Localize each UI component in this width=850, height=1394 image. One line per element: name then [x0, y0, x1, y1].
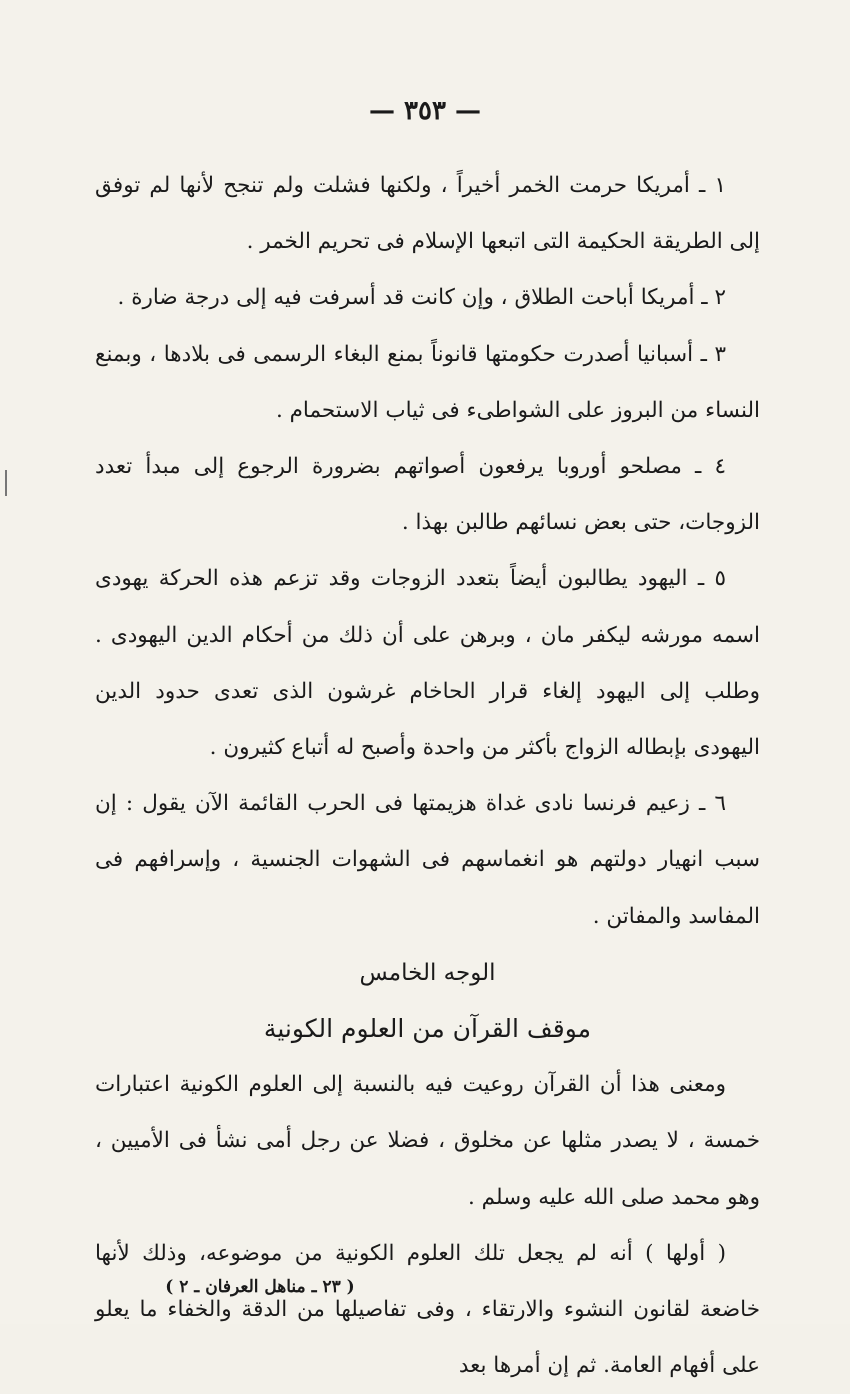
- paragraph-1: ١ ـ أمريكا حرمت الخمر أخيراً ، ولكنها فشلت ولم تنجح لأنها لم توفق إلى الطريقة الحكيمة التى اتبعها الإسلام فى تحريم الخمر .: [95, 173, 760, 255]
- paragraph-4: ٤ ـ مصلحو أوروبا يرفعون أصواتهم بضرورة الرجوع إلى مبدأ تعدد الزوجات، حتى بعض نسائهم طالبن بهذا .: [95, 454, 760, 536]
- page-number: — ٣٥٣ —: [368, 96, 482, 126]
- page-body: [95, 158, 760, 1394]
- signature-mark: ( ٢٣ ـ مناهل العرفان ـ ٢ ): [165, 1277, 355, 1297]
- paragraph-2: ٢ ـ أمريكا أباحت الطلاق ، وإن كانت قد أسرفت فيه إلى درجة ضارة .: [117, 285, 726, 311]
- scan-edge-mark: [5, 470, 7, 496]
- section-heading: الوجه الخامس: [359, 959, 496, 986]
- section-subheading: موقف القرآن من العلوم الكونية: [263, 1014, 592, 1044]
- paragraph-3: ٣ ـ أسبانيا أصدرت حكومتها قانوناً بمنع البغاء الرسمى فى بلادها ، وبمنع النساء من البروز على الشواطىء فى ثياب الاستحمام .: [95, 341, 760, 423]
- paragraph-7: ومعنى هذا أن القرآن روعيت فيه بالنسبة إلى العلوم الكونية اعتبارات خمسة ، لا يصدر مثلها عن مخلوق ، فضلا عن رجل أمى نشأ فى الأميين ، وهو محمد صلى الله عليه وسلم .: [95, 1072, 760, 1210]
- paragraph-6: ٦ ـ زعيم فرنسا نادى غداة هزيمتها فى الحرب القائمة الآن يقول : إن سبب انهيار دولتهم هو انغماسهم فى الشهوات الجنسية ، وإسرافهم فى المفاسد والمفاتن .: [95, 791, 760, 929]
- paragraph-5: ٥ ـ اليهود يطالبون أيضاً بتعدد الزوجات وقد تزعم هذه الحركة يهودى اسمه مورشه ليكفر مان ، وبرهن على أن ذلك من أحكام الدين اليهودى . وطلب إلى اليهود إلغاء قرار الحاخام غرشون الذى تعدى حدود الدين اليهودى بإبطاله الزواج بأكثر من واحدة وأصبح له أتباع كثيرون .: [95, 566, 760, 761]
- paragraph-8: ( أولها ) أنه لم يجعل تلك العلوم الكونية من موضوعه، وذلك لأنها خاضعة لقانون النشوء والارتقاء ، وفى تفاصيلها من الدقة والخفاء ما يعلو على أفهام العامة. ثم إن أمرها بعد: [95, 1240, 760, 1379]
